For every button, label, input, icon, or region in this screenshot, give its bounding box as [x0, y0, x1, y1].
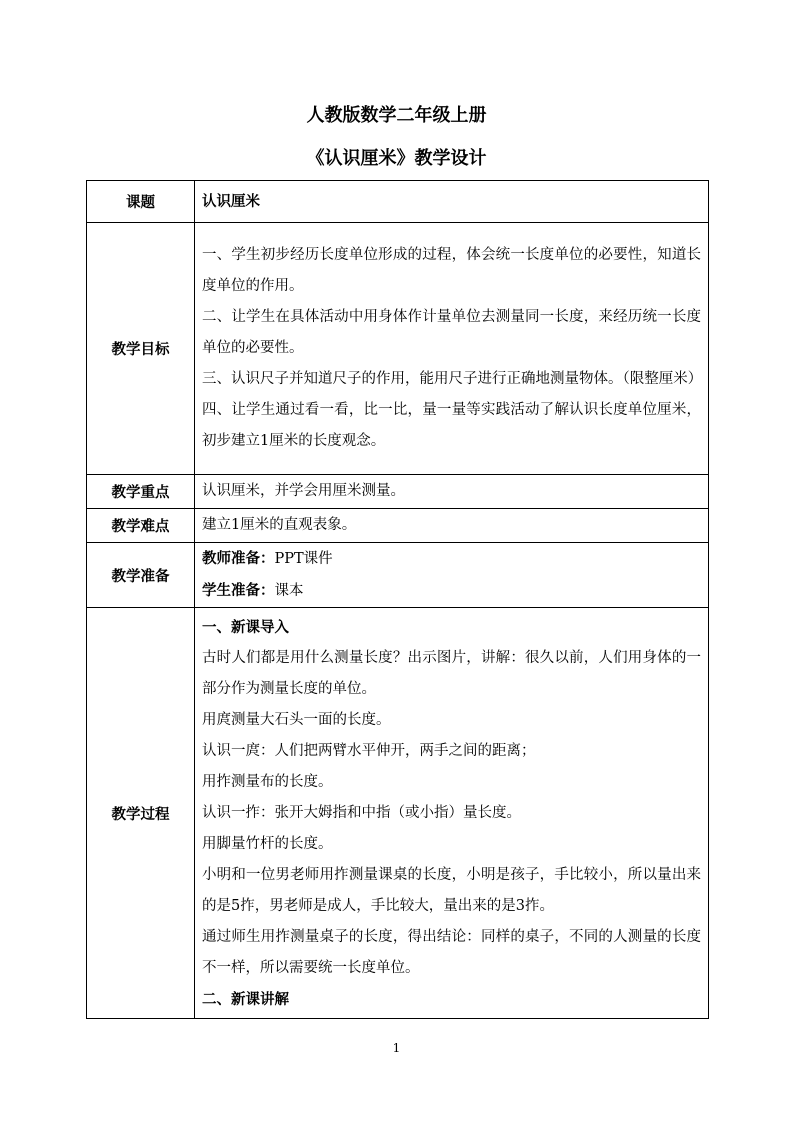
preparation-content [195, 543, 709, 608]
student-preparation [202, 575, 701, 607]
teacher-prep-label: 教师准备： [202, 550, 275, 567]
document-subtitle: 《认识厘米》教学设计 [306, 148, 487, 169]
table-row-objectives [87, 223, 709, 475]
student-prep-value: 课本 [274, 583, 304, 599]
table-row-topic [87, 181, 709, 223]
key-point-value [195, 475, 709, 509]
table-row-difficulty [87, 509, 709, 543]
table-row-preparation [87, 543, 709, 608]
section-heading: 二、新课讲解 [202, 991, 289, 1008]
objective-item: 四、让学生通过看一看，比一比，量一量等实践活动了解认识长度单位厘米，初步建立1厘米的长度观念。 [202, 402, 701, 449]
objective-item: 一、学生初步经历长度单位形成的过程，体会统一长度单位的必要性，知道长度单位的作用。 [202, 247, 701, 294]
table-row-key-point [87, 475, 709, 509]
section-heading: 一、新课导入 [202, 619, 289, 636]
process-line: 认识一庹：人们把两臂水平伸开，两手之间的距离； [202, 743, 536, 759]
topic-text: 认识厘米 [202, 193, 260, 210]
process-line: 古时人们都是用什么测量长度？出示图片，讲解：很久以前，人们用身体的一部分作为测量长度的单位。 [202, 650, 701, 697]
page-number: 1 [392, 1041, 401, 1055]
process-content [195, 608, 709, 1019]
difficulty-label: 教学难点 [87, 509, 195, 543]
difficulty-text: 建立1厘米的直观表象。 [202, 517, 357, 533]
difficulty-value [195, 509, 709, 543]
lesson-plan-table [86, 180, 709, 1019]
key-point-label: 教学重点 [87, 475, 195, 509]
teacher-preparation [202, 543, 701, 575]
process-line: 认识一拃：张开大姆指和中指（或小指）量长度。 [202, 805, 521, 821]
objective-item: 二、让学生在具体活动中用身体作计量单位去测量同一长度，来经历统一长度单位的必要性。 [202, 309, 701, 356]
process-line: 小明和一位男老师用拃测量课桌的长度，小明是孩子，手比较小，所以量出来的是5拃，男老师是成人，手比较大，量出来的是3拃。 [202, 867, 701, 914]
table-row-process [87, 608, 709, 1019]
process-line: 通过师生用拃测量桌子的长度，得出结论：同样的桌子，不同的人测量的长度不一样，所以需要统一长度单位。 [202, 929, 701, 976]
topic-label: 课题 [87, 181, 195, 223]
topic-value [195, 181, 709, 223]
process-line: 用庹测量大石头一面的长度。 [202, 712, 391, 728]
process-label: 教学过程 [87, 608, 195, 1019]
teacher-prep-value: PPT课件 [274, 551, 333, 567]
key-point-text: 认识厘米，并学会用厘米测量。 [202, 483, 405, 499]
objectives-label: 教学目标 [87, 223, 195, 475]
objectives-content [195, 223, 709, 475]
student-prep-label: 学生准备： [202, 582, 275, 599]
objective-item: 三、认识尺子并知道尺子的作用，能用尺子进行正确地测量物体。（限整厘米） [202, 371, 703, 387]
preparation-label: 教学准备 [87, 543, 195, 608]
process-line: 用拃测量布的长度。 [202, 774, 333, 790]
process-line: 用脚量竹杆的长度。 [202, 836, 333, 852]
document-title: 人教版数学二年级上册 [306, 105, 487, 126]
